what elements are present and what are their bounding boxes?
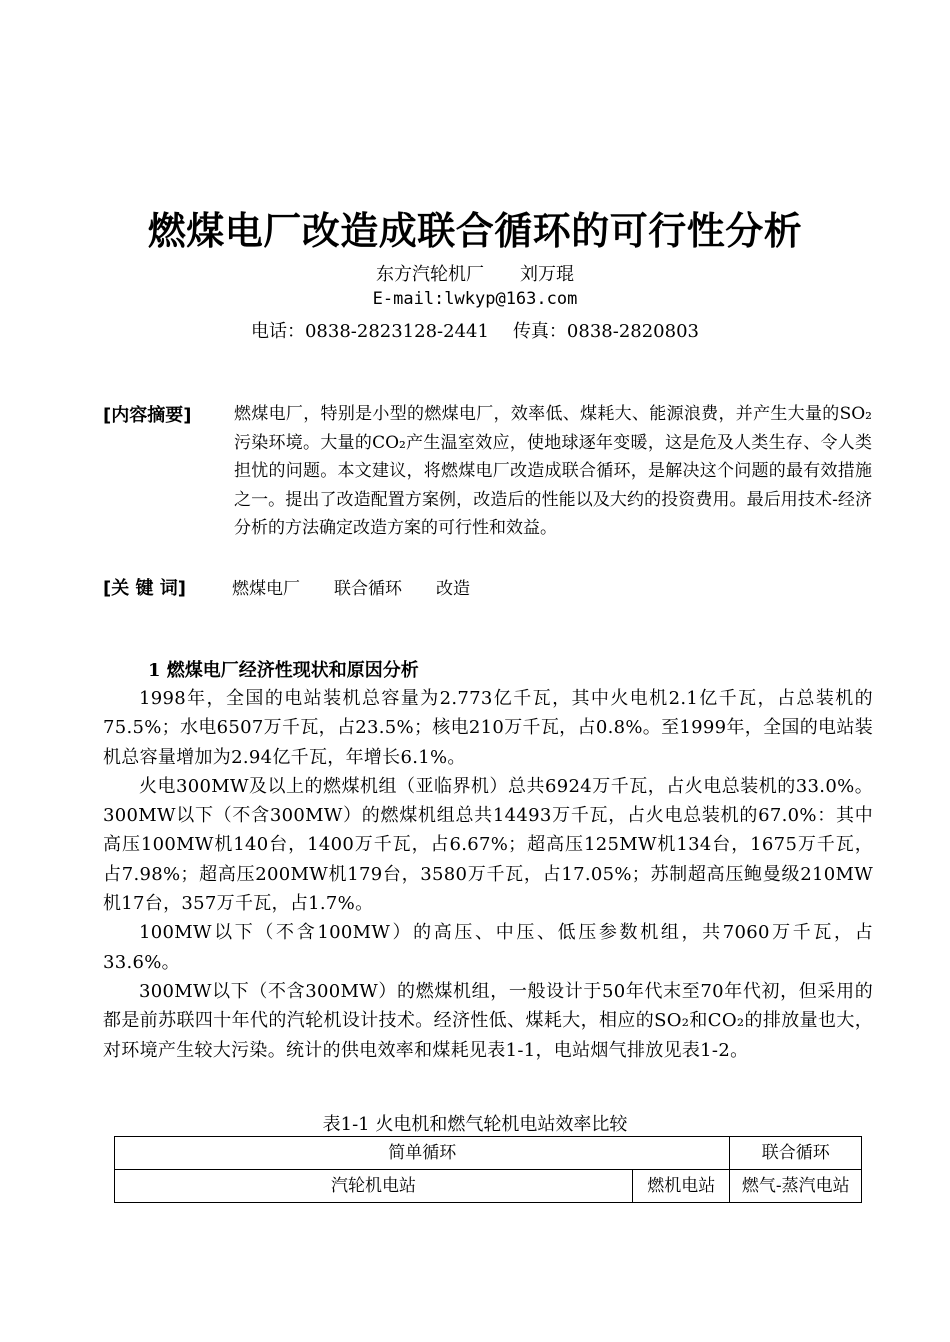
table-header-row bbox=[115, 1137, 862, 1170]
efficiency-table bbox=[114, 1136, 862, 1203]
keywords-list bbox=[232, 574, 504, 599]
author-name: 刘万琨 bbox=[520, 264, 574, 285]
author-email: E-mail:lwkyp@163.com bbox=[372, 289, 578, 309]
paragraph: 1998年，全国的电站装机总容量为2.773亿千瓦，其中火电机2.1亿千瓦，占总装机的75.5%；水电6507万千瓦，占23.5%；核电210万千瓦，占0.8%。至1999年，全国的电站装机总容量增加为2.94亿千瓦，年增长6.1%。 bbox=[103, 688, 873, 768]
keyword: 改造 bbox=[436, 579, 470, 599]
header-combined-cycle: 联合循环 bbox=[730, 1137, 862, 1170]
contact-line bbox=[0, 317, 950, 343]
phone-number: 电话：0838-2823128-2441 bbox=[250, 321, 489, 342]
paragraph: 300MW以下（不含300MW）的燃煤机组，一般设计于50年代末至70年代初，但采用的都是前苏联四十年代的汽轮机设计技术。经济性低、煤耗大，相应的SO₂和CO₂的排放量也大，对环境产生较大污染。统计的供电效率和煤耗见表1-1，电站烟气排放见表1-2。 bbox=[103, 980, 873, 1061]
col-gas-plant: 燃机电站 bbox=[633, 1170, 730, 1203]
col-combined-plant: 燃气-蒸汽电站 bbox=[730, 1170, 862, 1203]
affiliation: 东方汽轮机厂 bbox=[376, 264, 484, 285]
abstract-label: [内容摘要] bbox=[103, 405, 192, 426]
fax-number: 传真：0838-2820803 bbox=[512, 321, 699, 342]
keyword: 燃煤电厂 bbox=[232, 579, 300, 599]
keywords-label: [关 键 词] bbox=[103, 578, 186, 599]
author-line bbox=[0, 260, 950, 286]
paper-title: 燃煤电厂改造成联合循环的可行性分析 bbox=[147, 209, 803, 253]
section-heading: 1 燃煤电厂经济性现状和原因分析 bbox=[148, 660, 419, 681]
table-subheader-row bbox=[115, 1170, 862, 1203]
paragraph: 火电300MW及以上的燃煤机组（亚临界机）总共6924万千瓦，占火电总装机的33.0%。300MW以下（不含300MW）的燃煤机组总共14493万千瓦，占火电总装机的67.0%：其中高压100MW机140台，1400万千瓦，占6.67%；超高压125MW机134台，1675万千瓦，占7.98%；超高压200MW机179台，3580万千瓦，占17.05%；苏制超高压鲍曼级210MW机17台，357万千瓦，占1.7%。 bbox=[103, 775, 873, 915]
keyword: 联合循环 bbox=[334, 579, 402, 599]
section-body bbox=[103, 684, 873, 1065]
abstract-text: 燃煤电厂，特别是小型的燃煤电厂，效率低、煤耗大、能源浪费，并产生大量的SO₂污染环境。大量的CO₂产生温室效应，使地球逐年变暖，这是危及人类生存、令人类担忧的问题。本文建议，将燃煤电厂改造成联合循环，是解决这个问题的最有效措施之一。提出了改造配置方案例，改造后的性能以及大约的投资费用。最后用技术-经济分析的方法确定改造方案的可行性和效益。 bbox=[234, 404, 872, 538]
col-steam-plant: 汽轮机电站 bbox=[115, 1170, 633, 1203]
table-caption: 表1-1 火电机和燃气轮机电站效率比较 bbox=[322, 1114, 628, 1135]
paragraph: 100MW以下（不含100MW）的高压、中压、低压参数机组，共7060万千瓦，占33.6%。 bbox=[103, 922, 873, 973]
header-simple-cycle: 简单循环 bbox=[115, 1137, 730, 1170]
